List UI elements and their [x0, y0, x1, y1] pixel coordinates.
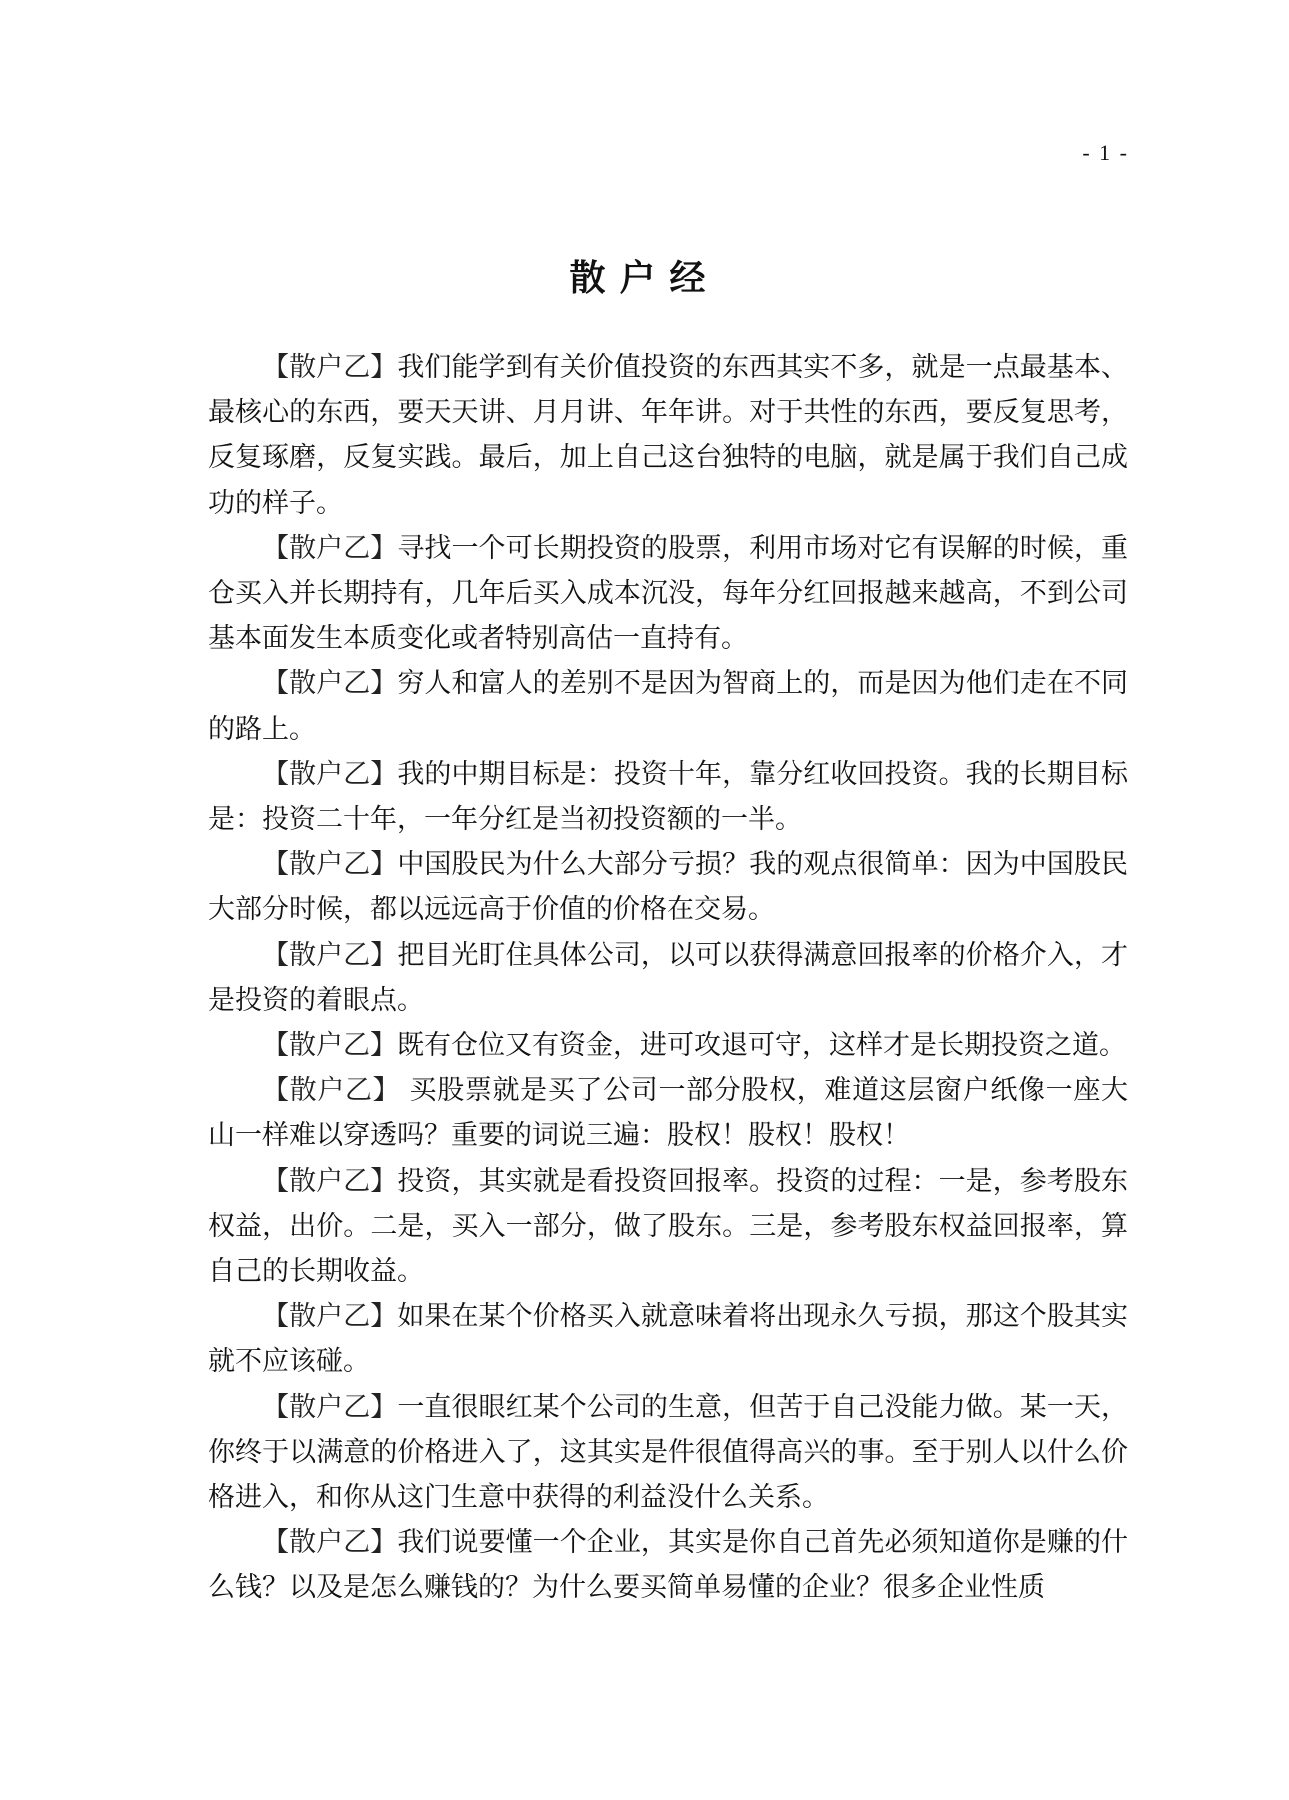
paragraph	[208, 752, 1128, 842]
paragraph	[208, 1294, 1128, 1384]
paragraph-text: 投资，其实就是看投资回报率。投资的过程：一是，参考股东权益，出价。二是，买入一部分，做了股东。三是，参考股东权益回报率，算自己的长期收益。	[208, 1165, 1129, 1288]
speaker-label: 【散户乙】	[262, 352, 398, 383]
paragraph-text: 如果在某个价格买入就意味着将出现永久亏损，那这个股其实就不应该碰。	[208, 1301, 1129, 1378]
speaker-label: 【散户乙】	[262, 1527, 398, 1559]
speaker-label: 【散户乙】	[262, 1165, 398, 1197]
paragraph	[208, 345, 1128, 526]
paragraph-text: 既有仓位又有资金，进可攻退可守，这样才是长期投资之道。	[397, 1030, 1126, 1062]
paragraph-text: 把目光盯住具体公司，以可以获得满意回报率的价格介入，才是投资的着眼点。	[208, 939, 1129, 1016]
speaker-label: 【散户乙】	[262, 1075, 401, 1107]
speaker-label: 【散户乙】	[262, 668, 398, 700]
speaker-label: 【散户乙】	[262, 849, 398, 881]
paragraph	[208, 1023, 1128, 1068]
speaker-label: 【散户乙】	[262, 758, 398, 790]
paragraph-text: 中国股民为什么大部分亏损？我的观点很简单：因为中国股民大部分时候，都以远远高于价值的价格在交易。	[208, 849, 1129, 926]
paragraph-text: 穷人和富人的差别不是因为智商上的，而是因为他们走在不同的路上。	[208, 668, 1129, 745]
speaker-label: 【散户乙】	[262, 939, 398, 971]
paragraph	[208, 933, 1128, 1023]
paragraph-text: 一直很眼红某个公司的生意，但苦于自己没能力做。某一天，你终于以满意的价格进入了，这其实是件很值得高兴的事。至于别人以什么价格进入，和你从这门生意中获得的利益没什么关系。	[208, 1391, 1129, 1514]
paragraph-text: 我们说要懂一个企业，其实是你自己首先必须知道你是赚的什么钱？以及是怎么赚钱的？为什么要买简单易懂的企业？很多企业性质	[208, 1527, 1129, 1604]
speaker-label: 【散户乙】	[262, 1391, 398, 1423]
speaker-label: 【散户乙】	[262, 1030, 397, 1062]
paragraph-text: 买股票就是买了公司一部分股权，难道这层窗户纸像一座大山一样难以穿透吗？重要的词说三遍：股权！股权！股权！	[208, 1075, 1128, 1152]
paragraph	[208, 1159, 1128, 1295]
paragraph-text: 我的中期目标是：投资十年，靠分红收回投资。我的长期目标是：投资二十年，一年分红是当初投资额的一半。	[208, 758, 1129, 836]
page-number: - 1 -	[1082, 140, 1129, 165]
paragraph	[208, 842, 1128, 932]
paragraph	[208, 1385, 1128, 1521]
paragraph	[208, 661, 1128, 751]
paragraph-text: 寻找一个可长期投资的股票，利用市场对它有误解的时候，重仓买入并长期持有，几年后买入成本沉没，每年分红回报越来越高，不到公司基本面发生本质变化或者特别高估一直持有。	[208, 532, 1129, 655]
paragraph-text: 我们能学到有关价值投资的东西其实不多，就是一点最基本、最核心的东西，要天天讲、月月讲、年年讲。对于共性的东西，要反复思考，反复琢磨，反复实践。最后，加上自己这台独特的电脑，就是属于我们自己成功的样子。	[208, 352, 1129, 519]
speaker-label: 【散户乙】	[262, 1301, 398, 1333]
paragraph	[208, 1520, 1128, 1610]
document-title: 散户经	[569, 258, 720, 299]
paragraph	[208, 1068, 1128, 1158]
paragraph	[208, 526, 1128, 662]
document-body	[208, 345, 1128, 1611]
speaker-label: 【散户乙】	[262, 532, 398, 564]
